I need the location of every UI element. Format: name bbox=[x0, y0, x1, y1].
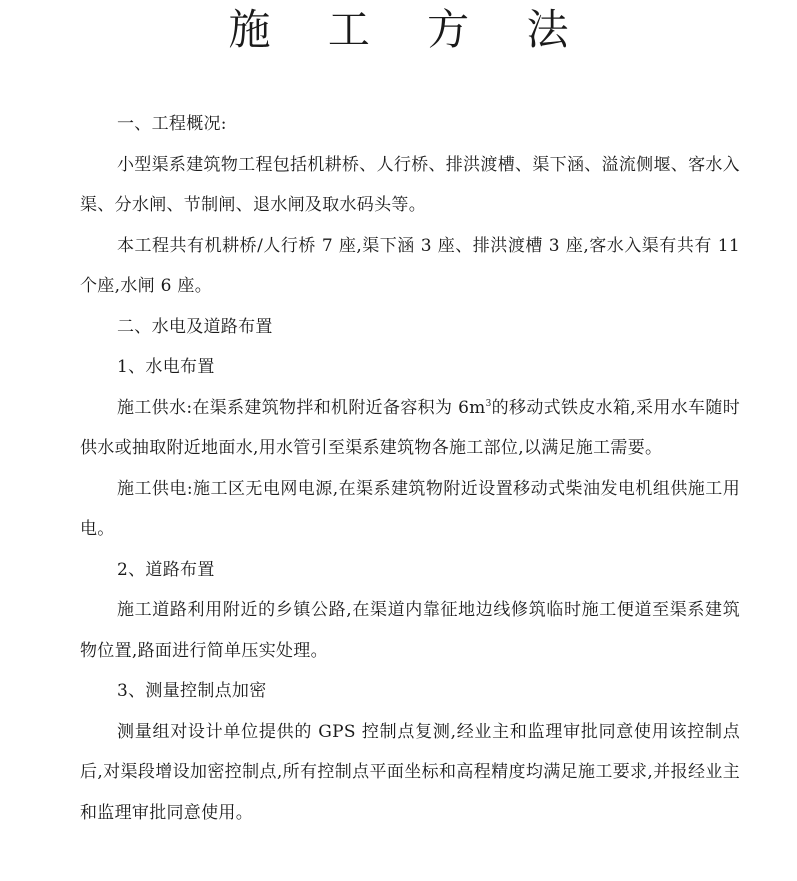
cubic-superscript: 3 bbox=[485, 398, 492, 409]
water-supply-text-b: 的移动式铁皮水箱,采用水车随时供水或抽取附近地面水,用水管引至渠系建筑物各施工部位,以满足施工需要。 bbox=[80, 397, 740, 458]
subheading-roads: 2、道路布置 bbox=[117, 559, 215, 580]
paragraph-power-supply: 施工供电:施工区无电网电源,在渠系建筑物附近设置移动式柴油发电机组供施工用电。 bbox=[80, 478, 740, 539]
paragraph-scope: 小型渠系建筑物工程包括机耕桥、人行桥、排洪渡槽、渠下涵、溢流侧堰、客水入渠、分水闸、节制闸、退水闸及取水码头等。 bbox=[80, 154, 740, 215]
paragraph-quantities: 本工程共有机耕桥/人行桥 7 座,渠下涵 3 座、排洪渡槽 3 座,客水入渠有共有 11 个座,水闸 6 座。 bbox=[80, 235, 740, 296]
paragraph-survey-control: 测量组对设计单位提供的 GPS 控制点复测,经业主和监理审批同意使用该控制点后,对渠段增设加密控制点,所有控制点平面坐标和高程精度均满足施工要求,并报经业主和监理审批同意使用。 bbox=[80, 721, 740, 823]
water-supply-text-a: 施工供水:在渠系建筑物拌和机附近备容积为 6m bbox=[117, 397, 486, 418]
paragraph-water-supply bbox=[80, 388, 740, 469]
document-body bbox=[80, 104, 740, 833]
section-heading-utilities-roads: 二、水电及道路布置 bbox=[117, 316, 273, 337]
subheading-survey-control: 3、测量控制点加密 bbox=[117, 681, 267, 701]
document-title: 施 工 方 法 bbox=[228, 5, 591, 54]
paragraph-roads: 施工道路利用附近的乡镇公路,在渠道内靠征地边线修筑临时施工便道至渠系建筑物位置,路面进行简单压实处理。 bbox=[80, 600, 740, 661]
subheading-utilities: 1、水电布置 bbox=[117, 357, 215, 377]
section-heading-overview: 一、工程概况: bbox=[117, 114, 227, 134]
